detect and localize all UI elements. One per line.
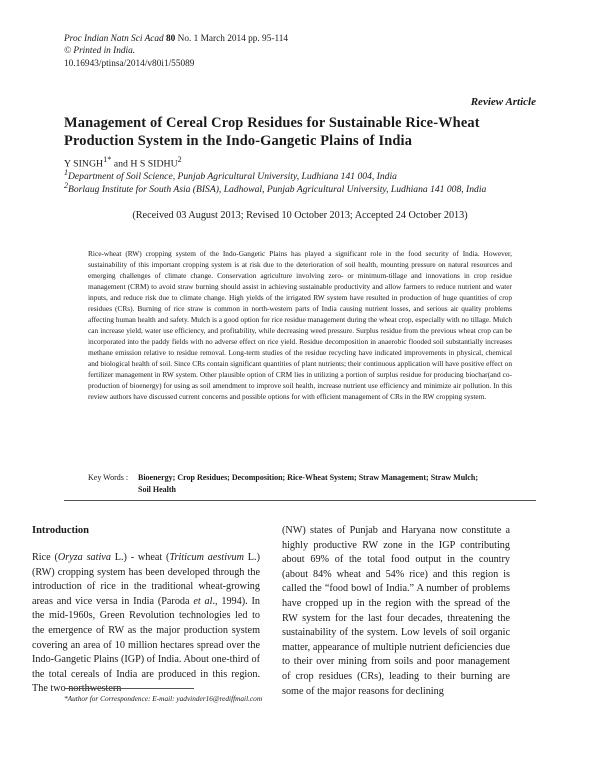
author-and: and: [111, 158, 131, 170]
citation-line: [64, 33, 288, 45]
author-1-mark: 1*: [103, 155, 112, 164]
affiliation-2: [64, 181, 544, 195]
keywords-terms: Bioenergy; Crop Residues; Decomposition; Rice-Wheat System; Straw Management; Straw Mulch;: [138, 473, 479, 482]
doi: 10.16943/ptinsa/2014/v80i1/55089: [64, 58, 195, 69]
keywords: [88, 472, 512, 496]
author-2-mark: 2: [177, 155, 182, 164]
section-divider: [64, 500, 536, 501]
article-type: Review Article: [470, 96, 536, 108]
received-dates: (Received 03 August 2013; Revised 10 October 2013; Accepted 24 October 2013): [132, 210, 468, 221]
article-title: Management of Cereal Crop Residues for Sustainable Rice-Wheat Production System in the Indo-Gangetic Plains of India: [64, 115, 480, 149]
keywords-line-1: [88, 472, 512, 484]
intro-text-c: L.) (RW) cropping system has been developed through the introduction of rice in the traditional wheat-growing areas and vice versa in India (Paroda: [32, 552, 260, 607]
wheat-species: Triticum aestivum: [169, 552, 244, 563]
left-column: [32, 524, 260, 697]
right-column: [282, 524, 510, 699]
author-2: H S SIDHU: [130, 158, 178, 170]
intro-text-a: Rice (: [32, 552, 58, 563]
footnote-divider: [64, 688, 194, 689]
affiliation-1-text: Department of Soil Science, Punjab Agricultural University, Ludhiana 141 004, India: [68, 171, 397, 183]
abstract: Rice-wheat (RW) cropping system of the Indo-Gangetic Plains has played a significant role in the food security of India. However, sustainability of this important cropping system is at risk due to the deterioration of soil health, mounting pressure on natural resources and emerging challenges of climate change. Conservation agriculture involving zero- or minimum-tillage and innovations in crop residue management (CRM) to avoid straw burning should assist in achieving sustainable productivity and allow farmers to reduce nutrient and water inputs, and reduce risk due to climate change. High yields of the irrigated RW system have resulted in production of huge quantities of crop residues (CRs). Burning of rice straw is common in north-western parts of India causing nutrient losses, and serious air quality problems affecting human health and safety. Mulch is a good option for rice residue management during the wheat crop, especially with no tillage. Mulch can increase yield, water use efficiency, and profitability, while decreasing weed pressure. Surplus residue from the previous wheat crop can be incorporated into the paddy fields with no adverse effect on rice yield. Residue decomposition in anaerobic flooded soil substantially increases methane emission relative to residue removal. Long-term studies of the residue recycling have indicated improvements in physical, chemical and biological health of soil. Since CRs contain significant quantities of plant nutrients; their continuous application will have positive effect on fertilizer management in RW system. Other plausible option of CRM lies in utilizing a portion of surplus residue for producing biochar(and co-production of bioenergy) for using as soil amendment to improve soil health, increase nutrient use efficiency and minimize air pollution. In this review authors have discussed current concerns and possible options for with efficient management of CRs in the RW cropping system.: [88, 249, 512, 401]
journal-name: Proc Indian Natn Sci Acad: [64, 34, 164, 44]
intro-text-b: L.) - wheat (: [110, 552, 170, 563]
rice-species: Oryza sativa: [57, 552, 111, 563]
author-1: Y SINGH: [64, 158, 104, 170]
keywords-line-2: Soil Health: [138, 485, 177, 494]
keywords-label: Key Words :: [88, 473, 129, 482]
affiliation-1-mark: 1: [64, 168, 68, 177]
issue-pages: No. 1 March 2014 pp. 95-114: [175, 34, 289, 44]
affiliation-2-text: Borlaug Institute for South Asia (BISA), Ladhowal, Punjab Agricultural University, Ludhiana 141 008, India: [68, 184, 487, 196]
correspondence-footnote: *Author for Correspondence: E-mail: yadvinder16@rediffmail.com: [64, 694, 263, 703]
journal-volume: 80: [166, 34, 176, 44]
intro-heading: Introduction: [32, 525, 89, 536]
affiliation-2-mark: 2: [64, 181, 68, 190]
et-al: et al: [193, 595, 213, 607]
journal-header: [64, 33, 288, 70]
printed-in-india: © Printed in India.: [64, 46, 136, 57]
right-column-paragraph: (NW) states of Punjab and Haryana now constitute a highly productive RW zone in the IGP contributing about 69% of the total food output in the country (about 84% wheat and 54% rice) and this region is called the “food bowl of India.” A number of problems have cropped up in the region with the spread of the RW system for the last four decades, threatening the sustainability of the system. Low levels of soil organic matter, appearance of multiple nutrient deficiencies due to their over mining from soils and poor management of crop residues (CRs), leading to their burning are some of the major reasons for declining: [282, 525, 510, 697]
intro-text-d: ., 1994). In the mid-1960s, Green Revolution technologies led to the emergence of RW as the major production system covering an area of 10 million hectares spread over the Indo-Gangetic Plains (IGP) of India. About one-third of the total cereals of India are produced in this region. The two northwestern: [32, 595, 260, 695]
intro-paragraph: [32, 551, 260, 697]
